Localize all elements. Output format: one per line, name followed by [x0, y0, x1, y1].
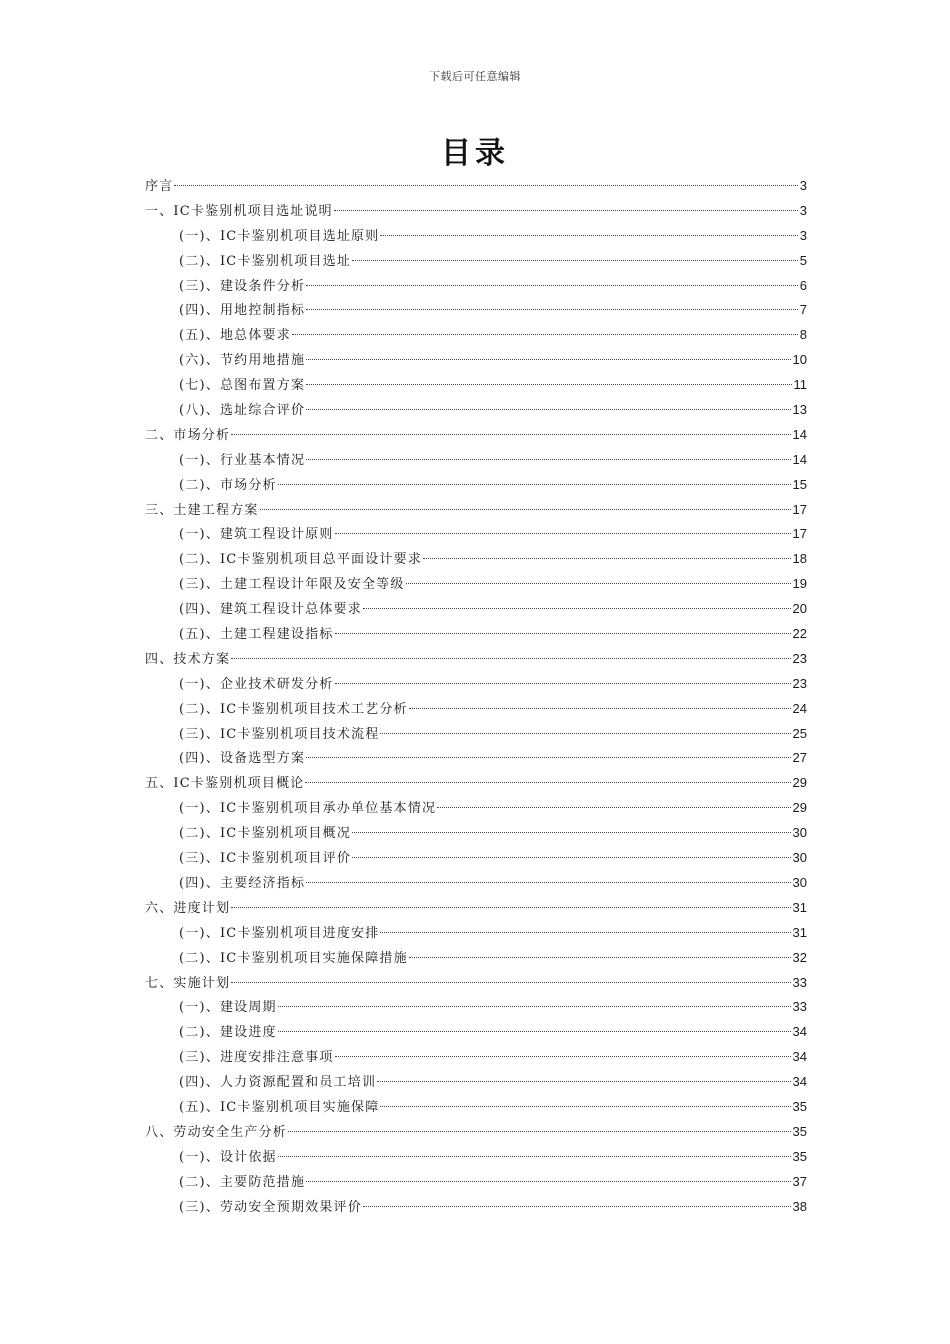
- toc-subentry[interactable]: [145, 796, 807, 821]
- toc-entry-label: (四)、人力资源配置和员工培训: [179, 1075, 377, 1091]
- toc-page-number: 35: [792, 1098, 807, 1114]
- toc-subentry[interactable]: [145, 373, 807, 398]
- toc-dot-leader: [278, 1031, 791, 1032]
- toc-entry-label: (二)、IC卡鉴别机项目总平面设计要求: [179, 552, 423, 568]
- toc-entry-label: (二)、IC卡鉴别机项目技术工艺分析: [179, 701, 408, 717]
- toc-dot-leader: [335, 1056, 791, 1057]
- toc-dot-leader: [306, 1181, 790, 1182]
- toc-subentry[interactable]: [145, 323, 807, 348]
- toc-page-number: 20: [792, 601, 807, 617]
- toc-subentry[interactable]: [145, 1045, 807, 1070]
- toc-dot-leader: [406, 583, 791, 584]
- toc-dot-leader: [288, 1131, 791, 1132]
- toc-page-number: 25: [792, 725, 807, 741]
- toc-entry-label: (二)、IC卡鉴别机项目实施保障措施: [179, 950, 408, 966]
- toc-subentry[interactable]: [145, 1020, 807, 1045]
- toc-page-number: 30: [792, 874, 807, 890]
- toc-entry-label: 一、IC卡鉴别机项目选址说明: [145, 203, 333, 219]
- toc-dot-leader: [278, 1156, 791, 1157]
- toc-page-number: 23: [792, 650, 807, 666]
- toc-subentry[interactable]: [145, 448, 807, 473]
- toc-page-number: 13: [792, 402, 807, 418]
- toc-dot-leader: [409, 708, 791, 709]
- toc-dot-leader: [306, 409, 790, 410]
- toc-dot-leader: [306, 459, 790, 460]
- toc-dot-leader: [423, 558, 791, 559]
- toc-entry-label: (一)、行业基本情况: [179, 452, 306, 468]
- page-title: 目录: [441, 136, 509, 171]
- toc-dot-leader: [231, 434, 790, 435]
- toc-page-number: 29: [792, 800, 807, 816]
- toc-dot-leader: [377, 1081, 790, 1082]
- toc-entry-label: (五)、土建工程建设指标: [179, 627, 334, 643]
- toc-subentry[interactable]: [145, 572, 807, 597]
- toc-dot-leader: [363, 608, 791, 609]
- toc-entry-label: 八、劳动安全生产分析: [145, 1124, 288, 1140]
- toc-page-number: 30: [792, 825, 807, 841]
- toc-subentry[interactable]: [145, 522, 807, 547]
- toc-page-number: 35: [792, 1148, 807, 1164]
- toc-page-number: 32: [792, 949, 807, 965]
- toc-page-number: 24: [792, 700, 807, 716]
- toc-page-number: 10: [792, 352, 807, 368]
- toc-dot-leader: [306, 309, 798, 310]
- toc-dot-leader: [260, 509, 791, 510]
- toc-subentry[interactable]: [145, 224, 807, 249]
- toc-dot-leader: [231, 982, 790, 983]
- toc-subentry[interactable]: [145, 597, 807, 622]
- toc-subentry[interactable]: [145, 871, 807, 896]
- toc-page-number: 29: [792, 775, 807, 791]
- toc-subentry[interactable]: [145, 1070, 807, 1095]
- toc-page-number: 37: [792, 1173, 807, 1189]
- toc-page-number: 22: [792, 626, 807, 642]
- toc-page-number: 18: [792, 551, 807, 567]
- toc-entry[interactable]: [145, 1120, 807, 1145]
- toc-subentry[interactable]: [145, 249, 807, 274]
- toc-subentry[interactable]: [145, 921, 807, 946]
- toc-entry-label: (三)、劳动安全预期效果评价: [179, 1199, 362, 1215]
- toc-subentry[interactable]: [145, 846, 807, 871]
- toc-dot-leader: [335, 533, 791, 534]
- toc-entry-label: (三)、土建工程设计年限及安全等级: [179, 577, 405, 593]
- toc-dot-leader: [305, 782, 790, 783]
- toc-entry-label: 三、土建工程方案: [145, 502, 259, 518]
- toc-dot-leader: [306, 757, 790, 758]
- toc-entry-label: (二)、IC卡鉴别机项目选址: [179, 253, 352, 269]
- toc-dot-leader: [278, 1006, 791, 1007]
- toc-page-number: 34: [792, 1074, 807, 1090]
- toc-page-number: 11: [793, 377, 807, 393]
- toc-dot-leader: [380, 1106, 790, 1107]
- toc-entry-label: (二)、市场分析: [179, 477, 277, 493]
- toc-page-number: 23: [792, 675, 807, 691]
- toc-entry-label: (一)、设计依据: [179, 1149, 277, 1165]
- toc-page-number: 27: [792, 750, 807, 766]
- toc-subentry[interactable]: [145, 1095, 807, 1120]
- toc-dot-leader: [306, 384, 791, 385]
- toc-entry[interactable]: [145, 896, 807, 921]
- toc-subentry[interactable]: [145, 1170, 807, 1195]
- toc-dot-leader: [409, 957, 791, 958]
- toc-page-number: 7: [799, 302, 807, 318]
- toc-subentry[interactable]: [145, 298, 807, 323]
- toc-dot-leader: [292, 334, 798, 335]
- toc-entry[interactable]: [145, 498, 807, 523]
- toc-entry-label: (四)、主要经济指标: [179, 875, 306, 891]
- toc-dot-leader: [231, 907, 790, 908]
- toc-dot-leader: [306, 359, 790, 360]
- toc-page-number: 3: [799, 178, 807, 193]
- toc-entry-label: (五)、地总体要求: [179, 328, 291, 344]
- toc-entry-label: (一)、企业技术研发分析: [179, 676, 334, 692]
- toc-entry-label: 二、市场分析: [145, 427, 231, 443]
- toc-entry-label: (一)、建筑工程设计原则: [179, 527, 334, 543]
- toc-page-number: 14: [792, 451, 807, 467]
- toc-entry-label: (二)、建设进度: [179, 1025, 277, 1041]
- toc-subentry[interactable]: [145, 995, 807, 1020]
- toc-page-number: 8: [799, 327, 807, 343]
- toc-entry-label: (三)、建设条件分析: [179, 278, 306, 294]
- toc-entry-label: 四、技术方案: [145, 651, 231, 667]
- toc-page-number: 6: [799, 277, 807, 293]
- toc-subentry[interactable]: [145, 473, 807, 498]
- toc-page-number: 31: [792, 899, 807, 915]
- toc-page-number: 34: [792, 1049, 807, 1065]
- toc-page-number: 31: [792, 924, 807, 940]
- toc-dot-leader: [334, 210, 798, 211]
- toc-entry-label: (八)、选址综合评价: [179, 403, 306, 419]
- toc-entry-label: (二)、IC卡鉴别机项目概况: [179, 826, 352, 842]
- toc-subentry[interactable]: [145, 547, 807, 572]
- toc-entry[interactable]: [145, 771, 807, 796]
- toc-subentry[interactable]: [145, 622, 807, 647]
- toc-subentry[interactable]: [145, 821, 807, 846]
- toc-page-number: 5: [799, 252, 807, 268]
- toc-page-number: 33: [792, 999, 807, 1015]
- table-of-contents: [145, 174, 807, 1219]
- toc-entry-label: (六)、节约用地措施: [179, 353, 306, 369]
- toc-entry-label: (四)、设备选型方案: [179, 751, 306, 767]
- toc-entry-label: (一)、IC卡鉴别机项目进度安排: [179, 925, 380, 941]
- toc-entry-label: 七、实施计划: [145, 975, 231, 991]
- toc-subentry[interactable]: [145, 697, 807, 722]
- toc-page-number: 33: [792, 974, 807, 990]
- toc-dot-leader: [231, 658, 790, 659]
- toc-dot-leader: [174, 185, 797, 186]
- toc-dot-leader: [335, 683, 791, 684]
- toc-dot-leader: [352, 260, 798, 261]
- toc-entry-label: (四)、建筑工程设计总体要求: [179, 602, 362, 618]
- toc-dot-leader: [380, 932, 790, 933]
- toc-entry-label: (二)、主要防范措施: [179, 1174, 306, 1190]
- toc-entry-label: 序言: [145, 179, 174, 194]
- toc-subentry[interactable]: [145, 946, 807, 971]
- toc-subentry[interactable]: [145, 722, 807, 747]
- toc-page-number: 38: [792, 1198, 807, 1214]
- toc-dot-leader: [306, 285, 798, 286]
- toc-page-number: 35: [792, 1123, 807, 1139]
- toc-subentry[interactable]: [145, 672, 807, 697]
- toc-subentry[interactable]: [145, 398, 807, 423]
- toc-page-number: 15: [792, 476, 807, 492]
- toc-subentry[interactable]: [145, 348, 807, 373]
- toc-entry-label: (一)、IC卡鉴别机项目承办单位基本情况: [179, 801, 437, 817]
- toc-entry[interactable]: [145, 647, 807, 672]
- toc-subentry[interactable]: [145, 746, 807, 771]
- toc-entry-label: (七)、总图布置方案: [179, 378, 306, 394]
- toc-subentry[interactable]: [145, 274, 807, 299]
- toc-dot-leader: [306, 882, 790, 883]
- toc-entry-label: (三)、进度安排注意事项: [179, 1050, 334, 1066]
- toc-dot-leader: [352, 857, 791, 858]
- toc-page-number: 3: [799, 227, 807, 243]
- toc-subentry[interactable]: [145, 1145, 807, 1170]
- toc-subentry[interactable]: [145, 1195, 807, 1220]
- toc-entry-label: 五、IC卡鉴别机项目概论: [145, 776, 305, 792]
- toc-entry-label: (一)、IC卡鉴别机项目选址原则: [179, 228, 380, 244]
- toc-page-number: 34: [792, 1024, 807, 1040]
- toc-dot-leader: [380, 733, 790, 734]
- page-header: 下载后可任意编辑: [429, 70, 521, 83]
- toc-entry-label: (三)、IC卡鉴别机项目评价: [179, 851, 352, 867]
- toc-page-number: 3: [799, 202, 807, 218]
- toc-dot-leader: [363, 1206, 791, 1207]
- toc-entry[interactable]: [145, 174, 807, 199]
- toc-dot-leader: [380, 235, 797, 236]
- toc-page-number: 14: [792, 426, 807, 442]
- toc-page-number: 30: [792, 850, 807, 866]
- toc-dot-leader: [278, 484, 791, 485]
- toc-page-number: 17: [792, 501, 807, 517]
- toc-dot-leader: [437, 807, 790, 808]
- toc-entry-label: (五)、IC卡鉴别机项目实施保障: [179, 1099, 380, 1115]
- toc-entry-label: (四)、用地控制指标: [179, 303, 306, 319]
- toc-entry-label: (三)、IC卡鉴别机项目技术流程: [179, 726, 380, 742]
- toc-dot-leader: [335, 633, 791, 634]
- toc-entry-label: 六、进度计划: [145, 900, 231, 916]
- toc-entry[interactable]: [145, 971, 807, 996]
- toc-entry[interactable]: [145, 423, 807, 448]
- toc-page-number: 19: [792, 576, 807, 592]
- toc-entry-label: (一)、建设周期: [179, 1000, 277, 1016]
- toc-dot-leader: [352, 832, 791, 833]
- toc-page-number: 17: [792, 526, 807, 542]
- toc-entry[interactable]: [145, 199, 807, 224]
